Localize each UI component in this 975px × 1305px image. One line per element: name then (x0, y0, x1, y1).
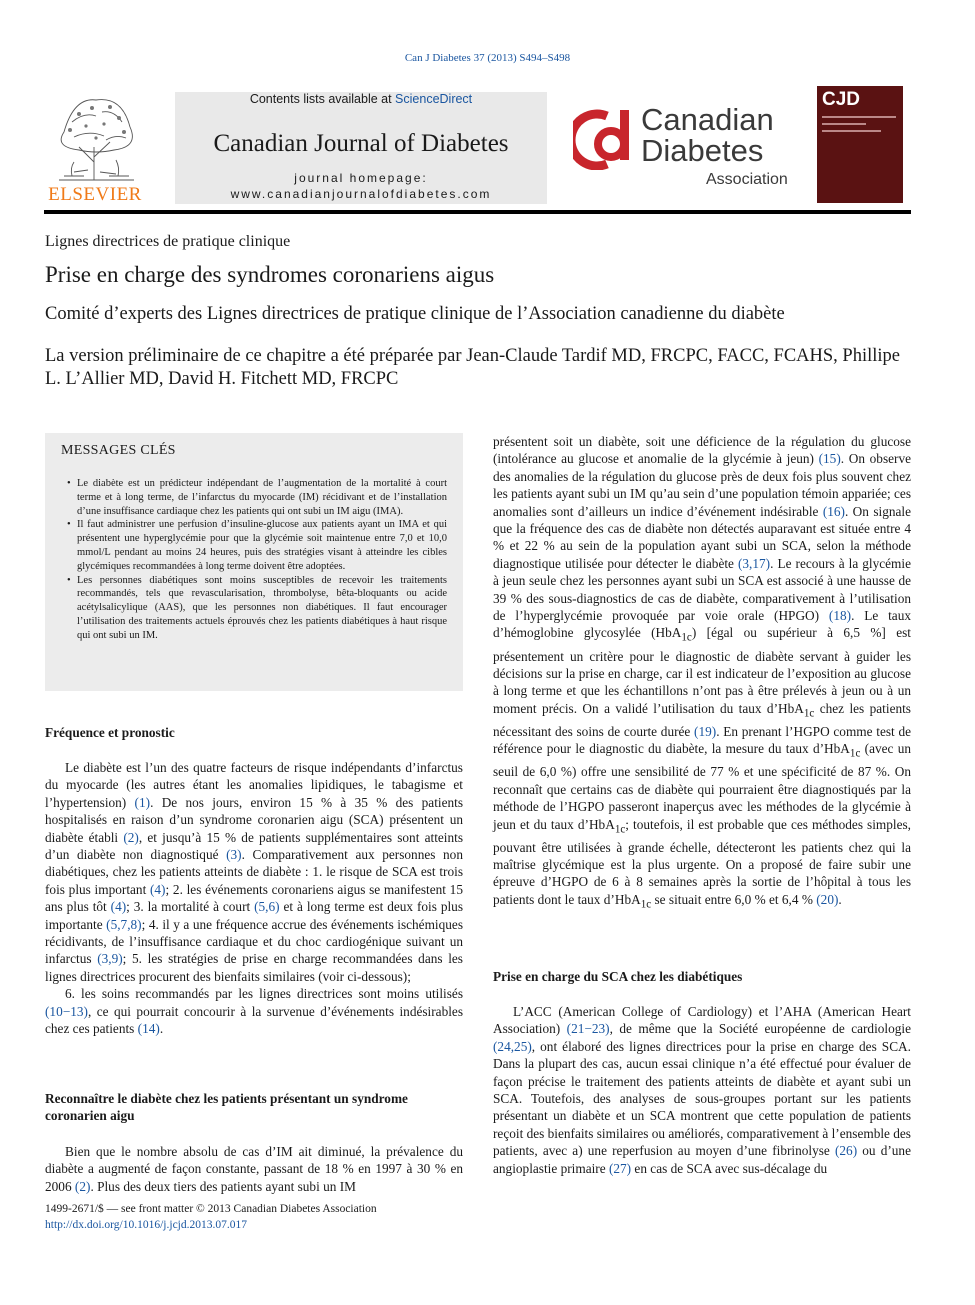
key-message-item: • Il faut administrer une perfusion d’insuline-glucose aux patients ayant un IMA et qui présentent une hyperglycémie pour que la glycémie soit maintenue entre 7,0 et 10,0 mmol/L pendant au moins 24 heures, puis des stratégies visant à atteindre les cibles glycémiques recommandées à long terme doivent être adoptées. (67, 519, 447, 572)
contents-prefix: Contents lists available at (249, 92, 396, 106)
header-rule (44, 210, 911, 214)
body-text-left-1: Le diabète est l’un des quatre facteurs de risque indépendants d’infarctus du myocarde (les autres étant les anomalies lipidiques, le tabagisme et l’hypertension) (1). De nos jours, environ 15 % à 35 % des patients hospitalisés en raison d’un syndrome coronarien aigu (SCA) présentent un diabète établi (2), et jusqu’à 15 % de patients supplémentaires sont atteints d’un diabète non diagnostiqué (3). Comparativement aux personnes non diabétiques, chez les patients atteints de diabète : 1. le risque de SCA est trois fois plus important (4); 2. les événements coronariens aigus se manifestent 15 ans plus tôt (4); 3. la mortalité à court (5,6) et à long terme est deux fois plus importante (5,7,8); 4. il y a une fréquence accrue des événements ischémiques récidivants, de l’insuffisance cardiaque et du choc cardiogénique suivant un infarctus (3,9); 5. les stratégies de prise en charge recommandées dans les lignes directrices procurent des bienfaits similaires (voir ci-dessous); 6. les soins recommandés par les lignes directrices sont moins utilisés (10−13), ce qui pourrait concourir à la survenue d’événements indésirables chez ces patients (14). (45, 760, 463, 1037)
bullet-icon: • (67, 519, 71, 531)
key-message-item: • Les personnes diabétiques sont moins susceptibles de recevoir les traitements recommandés, tels que revascularisation, thrombolyse, bêta-bloquants ou acide acétylsalicylique (AAS), que les personnes non diabétiques. Il faut encourager l’utilisation des traitements actuels éprouvés chez les patients diabétiques à haut risque qui ont subi un IM. (67, 574, 447, 641)
article-title: Prise en charge des syndromes coronariens aigus (45, 262, 495, 287)
key-messages-list (67, 477, 447, 643)
body-text-right-2: L’ACC (American College of Cardiology) et l’AHA (American Heart Association) (21−23), de même que la Société européenne de cardiologie (24,25), ont élaboré des lignes directrices pour la prise en charge des SCA. Dans la plupart des cas, aucun essai clinique n’a été effectué pour évaluer de façon précise le traitement des patients atteints de diabète et ayant subi un SCA. Toutefois, des analyses de sous-groupes portant sur les patients présentant un diabète et un SCA montrent que cette population de patients reçoit des bienfaits similaires ou améliorés, comparativement à l’ensemble des patients, avec a) une reperfusion au moyen d’une fibrinolyse (26) ou d’une angioplastie primaire (27) en cas de SCA avec sus-décalage du (493, 1004, 911, 1176)
homepage-url[interactable]: www.canadianjournalofdiabetes.com (230, 187, 492, 201)
section-heading-prise-en-charge: Prise en charge du SCA chez les diabétiques (493, 969, 743, 984)
bullet-icon: • (67, 478, 71, 489)
sciencedirect-link[interactable]: ScienceDirect (395, 92, 473, 106)
key-messages-box (45, 433, 463, 691)
homepage-label: journal homepage: (294, 171, 428, 185)
doi-link[interactable]: http://dx.doi.org/10.1016/j.jcjd.2013.07.017 (45, 1219, 247, 1231)
cda-line2: Diabetes (641, 133, 764, 168)
contents-line (175, 92, 547, 106)
journal-header-box (175, 92, 547, 204)
journal-citation[interactable]: Can J Diabetes 37 (2013) S494–S498 (404, 52, 571, 64)
body-text-right-1: présentent soit un diabète, soit une déficience de la régulation du glucose (intolérance au glucose et anomalie de la glycémie à jeun) (15). On observe des anomalies de la régulation du glucose près de deux fois plus souvent chez les patients ayant subi un IM qu’au sein d’une population témoin appariée; ces anomalies sont d’ailleurs un indice d’événement indésirable (16). On signale que la fréquence des cas de diabète non détectés auparavant est située entre 4 % et 22 % au sein de la population ayant subi un SCA, selon la méthode diagnostique utilisée pour détecter le diabète (3,17). Le recours à la glycémie à jeun seule chez les personnes ayant subi un SCA est associé à une hausse de 39 % des sous-diagnostics de cas de diabète, comparativement à l’utilisation de l’hyperglycémie provoquée par voie orale (HPGO) (18). Le taux d’hémoglobine glycosylée (HbA$_{1c}$) [égal ou supérieur à 6,5 %] est présentement un critère pour le diagnostic de diabète servant à guider les décisions sur la prise en charge, car il est indicateur de l’exposition au glucose à long terme et que les échantillons n’ont pas à être prélevés à jeun ou à un moment précis. On a validé l’utilisation du taux d’HbA$_{1c}$ chez les patients nécessitant des soins de courte durée (19). En prenant l’HGPO comme test de référence pour le diagnostic du diabète, la mesure du taux d’HbA$_{1c}$ (avec un seuil de 6,0 %) offre une sensibilité de 77 % et une spécificité de 87 %. On reconnaît que certains cas de diabète qui pourraient être diagnostiqués par la méthode de l’HGPO passeront inaperçus avec les méthodes de la glycémie à jeun et du taux d’HbA$_{1c}$; toutefois, il est probable que ces méthodes simples, pouvant être utilisées à grande échelle, détecteront les patients chez qui la maîtrise glycémique est la plus urgente. On a proposé de faire subir une épreuve d’HGPO de 6 à 8 semaines après la sortie de l’hôpital à tous les patients dont le taux d’HbA$_{1c}$ se situait entre 6,0 % et 6,4 % (20). (493, 434, 912, 911)
copyright-line: 1499-2671/$ — see front matter © 2013 Canadian Diabetes Association (45, 1203, 377, 1215)
section-heading-reconnaitre: Reconnaître le diabète chez les patients présentant un syndrome coronarien aigu (45, 1091, 408, 1124)
article-authors: La version préliminaire de ce chapitre a été préparée par Jean-Claude Tardif MD, FRCPC, FACC, FCAHS, Phillipe L. L’Allier MD, David H. Fitchett MD, FRCPC (45, 346, 900, 389)
section-heading-frequence: Fréquence et pronostic (45, 725, 175, 740)
key-messages-heading: MESSAGES CLÉS (61, 443, 176, 458)
article-committee: Comité d’experts des Lignes directrices de pratique clinique de l’Association canadienne du diabète (45, 304, 785, 324)
journal-cover-thumbnail[interactable] (817, 86, 903, 203)
elsevier-wordmark: ELSEVIER (48, 184, 142, 205)
cda-logo-icon (573, 108, 651, 170)
body-text-left-2: Bien que le nombre absolu de cas d’IM ait diminué, la prévalence du diabète a augmenté de façon constante, passant de 18 % en 1997 à 30 % en 2006 (2). Plus des deux tiers des patients ayant subi un IM (45, 1144, 463, 1194)
journal-title: Canadian Journal of Diabetes (213, 130, 509, 157)
article-section-label: Lignes directrices de pratique clinique (45, 233, 291, 250)
key-message-item: • Le diabète est un prédicteur indépendant de l’augmentation de la mortalité à court terme et à long terme, de l’infarctus du myocarde (IM) récidivant et de l’installation d’une insuffisance cardiaque chez les patients qui ont subi un IM aigu (IMA). (67, 478, 447, 517)
journal-homepage (175, 170, 547, 202)
cda-line1: Canadian (641, 102, 774, 137)
bullet-icon: • (67, 574, 71, 586)
cover-title: CJD (822, 89, 861, 110)
cover-text-lines (822, 116, 896, 137)
cda-line3: Association (706, 171, 788, 188)
page-footer (45, 1201, 377, 1233)
